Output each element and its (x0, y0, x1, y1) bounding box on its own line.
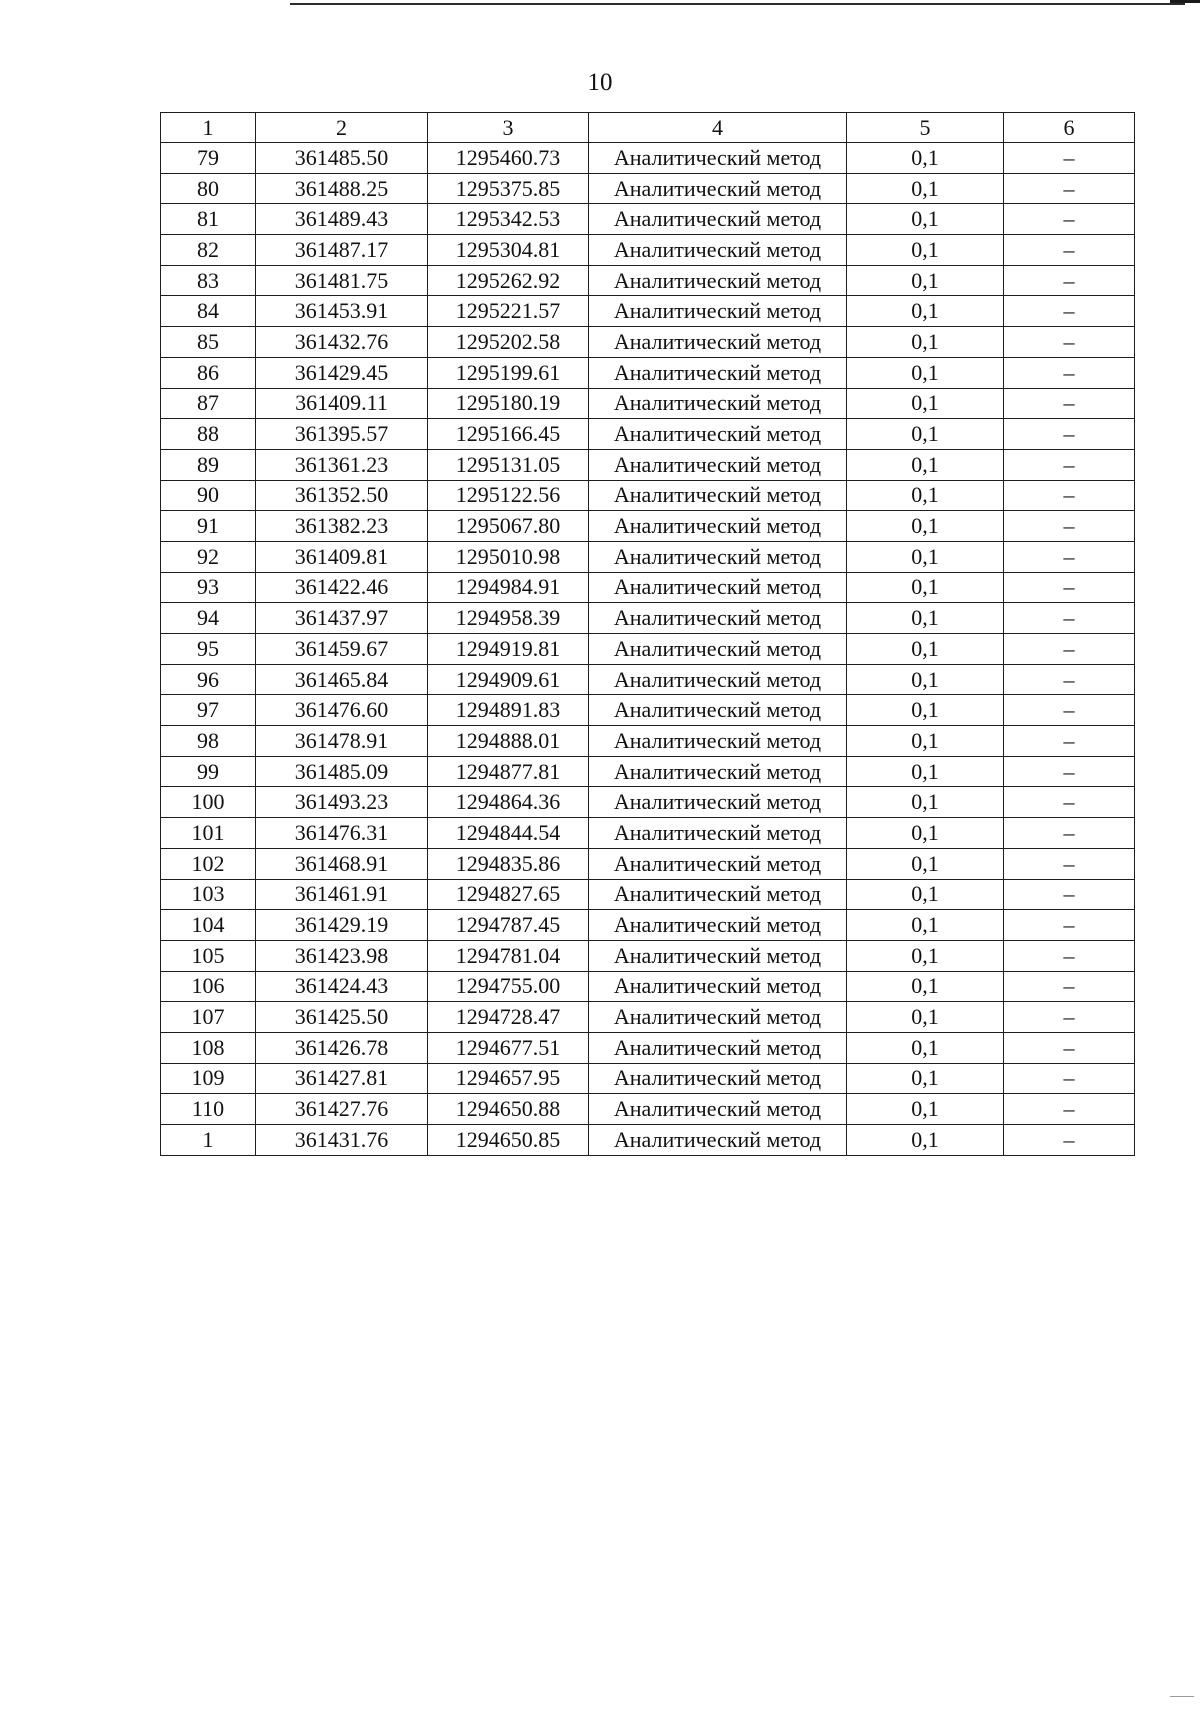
x-coordinate-cell: 361493.23 (256, 787, 428, 818)
table-row (161, 388, 1135, 419)
note-cell: – (1004, 787, 1135, 818)
method-cell: Аналитический метод (589, 204, 847, 235)
x-coordinate-cell: 361489.43 (256, 204, 428, 235)
point-number-cell: 101 (161, 818, 256, 849)
note-cell: – (1004, 204, 1135, 235)
point-number-cell: 83 (161, 265, 256, 296)
y-coordinate-cell: 1294864.36 (428, 787, 589, 818)
note-cell: – (1004, 1094, 1135, 1125)
point-number-cell: 80 (161, 173, 256, 204)
point-number-cell: 103 (161, 879, 256, 910)
accuracy-cell: 0,1 (847, 971, 1004, 1002)
accuracy-cell: 0,1 (847, 1094, 1004, 1125)
table-row (161, 787, 1135, 818)
method-cell: Аналитический метод (589, 940, 847, 971)
method-cell: Аналитический метод (589, 1002, 847, 1033)
point-number-cell: 97 (161, 695, 256, 726)
point-number-cell: 99 (161, 756, 256, 787)
accuracy-cell: 0,1 (847, 388, 1004, 419)
method-cell: Аналитический метод (589, 726, 847, 757)
note-cell: – (1004, 235, 1135, 266)
table-row (161, 419, 1135, 450)
note-cell: – (1004, 603, 1135, 634)
point-number-cell: 82 (161, 235, 256, 266)
point-number-cell: 85 (161, 327, 256, 358)
x-coordinate-cell: 361431.76 (256, 1125, 428, 1156)
x-coordinate-cell: 361476.31 (256, 818, 428, 849)
point-number-cell: 106 (161, 971, 256, 1002)
note-cell: – (1004, 756, 1135, 787)
table-row (161, 603, 1135, 634)
note-cell: – (1004, 848, 1135, 879)
x-coordinate-cell: 361453.91 (256, 296, 428, 327)
accuracy-cell: 0,1 (847, 480, 1004, 511)
y-coordinate-cell: 1295067.80 (428, 511, 589, 542)
x-coordinate-cell: 361459.67 (256, 634, 428, 665)
point-number-cell: 1 (161, 1125, 256, 1156)
accuracy-cell: 0,1 (847, 910, 1004, 941)
accuracy-cell: 0,1 (847, 572, 1004, 603)
x-coordinate-cell: 361409.81 (256, 541, 428, 572)
coordinates-table (160, 112, 1135, 1156)
note-cell: – (1004, 511, 1135, 542)
point-number-cell: 105 (161, 940, 256, 971)
table-row (161, 818, 1135, 849)
point-number-cell: 88 (161, 419, 256, 450)
note-cell: – (1004, 572, 1135, 603)
y-coordinate-cell: 1295460.73 (428, 143, 589, 174)
y-coordinate-cell: 1294909.61 (428, 664, 589, 695)
note-cell: – (1004, 449, 1135, 480)
table-row (161, 879, 1135, 910)
x-coordinate-cell: 361382.23 (256, 511, 428, 542)
x-coordinate-cell: 361437.97 (256, 603, 428, 634)
point-number-cell: 94 (161, 603, 256, 634)
x-coordinate-cell: 361395.57 (256, 419, 428, 450)
x-coordinate-cell: 361461.91 (256, 879, 428, 910)
method-cell: Аналитический метод (589, 1032, 847, 1063)
note-cell: – (1004, 357, 1135, 388)
table-row (161, 1125, 1135, 1156)
y-coordinate-cell: 1295122.56 (428, 480, 589, 511)
point-number-cell: 93 (161, 572, 256, 603)
table-row (161, 940, 1135, 971)
point-number-cell: 92 (161, 541, 256, 572)
note-cell: – (1004, 265, 1135, 296)
method-cell: Аналитический метод (589, 572, 847, 603)
note-cell: – (1004, 419, 1135, 450)
y-coordinate-cell: 1295166.45 (428, 419, 589, 450)
accuracy-cell: 0,1 (847, 664, 1004, 695)
method-cell: Аналитический метод (589, 603, 847, 634)
method-cell: Аналитический метод (589, 449, 847, 480)
y-coordinate-cell: 1294984.91 (428, 572, 589, 603)
accuracy-cell: 0,1 (847, 173, 1004, 204)
accuracy-cell: 0,1 (847, 1125, 1004, 1156)
accuracy-cell: 0,1 (847, 848, 1004, 879)
y-coordinate-cell: 1295010.98 (428, 541, 589, 572)
y-coordinate-cell: 1294677.51 (428, 1032, 589, 1063)
table-body (161, 113, 1135, 1156)
method-cell: Аналитический метод (589, 296, 847, 327)
x-coordinate-cell: 361424.43 (256, 971, 428, 1002)
page-number: 10 (587, 69, 613, 96)
accuracy-cell: 0,1 (847, 265, 1004, 296)
point-number-cell: 91 (161, 511, 256, 542)
x-coordinate-cell: 361476.60 (256, 695, 428, 726)
accuracy-cell: 0,1 (847, 541, 1004, 572)
header-cell-5: 5 (847, 113, 1004, 143)
y-coordinate-cell: 1294755.00 (428, 971, 589, 1002)
table-row (161, 235, 1135, 266)
point-number-cell: 95 (161, 634, 256, 665)
table-row (161, 511, 1135, 542)
x-coordinate-cell: 361488.25 (256, 173, 428, 204)
x-coordinate-cell: 361429.45 (256, 357, 428, 388)
method-cell: Аналитический метод (589, 910, 847, 941)
method-cell: Аналитический метод (589, 480, 847, 511)
point-number-cell: 100 (161, 787, 256, 818)
method-cell: Аналитический метод (589, 541, 847, 572)
x-coordinate-cell: 361427.81 (256, 1063, 428, 1094)
x-coordinate-cell: 361468.91 (256, 848, 428, 879)
note-cell: – (1004, 818, 1135, 849)
y-coordinate-cell: 1295304.81 (428, 235, 589, 266)
method-cell: Аналитический метод (589, 357, 847, 388)
table-row (161, 173, 1135, 204)
y-coordinate-cell: 1295262.92 (428, 265, 589, 296)
note-cell: – (1004, 695, 1135, 726)
method-cell: Аналитический метод (589, 879, 847, 910)
y-coordinate-cell: 1295221.57 (428, 296, 589, 327)
method-cell: Аналитический метод (589, 848, 847, 879)
x-coordinate-cell: 361426.78 (256, 1032, 428, 1063)
note-cell: – (1004, 879, 1135, 910)
y-coordinate-cell: 1295131.05 (428, 449, 589, 480)
method-cell: Аналитический метод (589, 265, 847, 296)
accuracy-cell: 0,1 (847, 940, 1004, 971)
note-cell: – (1004, 726, 1135, 757)
note-cell: – (1004, 910, 1135, 941)
point-number-cell: 86 (161, 357, 256, 388)
method-cell: Аналитический метод (589, 143, 847, 174)
y-coordinate-cell: 1294650.88 (428, 1094, 589, 1125)
point-number-cell: 87 (161, 388, 256, 419)
top-border-rule (290, 3, 1185, 5)
y-coordinate-cell: 1294781.04 (428, 940, 589, 971)
x-coordinate-cell: 361361.23 (256, 449, 428, 480)
accuracy-cell: 0,1 (847, 449, 1004, 480)
note-cell: – (1004, 971, 1135, 1002)
note-cell: – (1004, 1063, 1135, 1094)
note-cell: – (1004, 940, 1135, 971)
point-number-cell: 89 (161, 449, 256, 480)
table-row (161, 1094, 1135, 1125)
y-coordinate-cell: 1294844.54 (428, 818, 589, 849)
note-cell: – (1004, 1032, 1135, 1063)
y-coordinate-cell: 1294657.95 (428, 1063, 589, 1094)
note-cell: – (1004, 388, 1135, 419)
point-number-cell: 107 (161, 1002, 256, 1033)
y-coordinate-cell: 1294835.86 (428, 848, 589, 879)
table-row (161, 327, 1135, 358)
y-coordinate-cell: 1294888.01 (428, 726, 589, 757)
table-row (161, 449, 1135, 480)
note-cell: – (1004, 143, 1135, 174)
method-cell: Аналитический метод (589, 1063, 847, 1094)
method-cell: Аналитический метод (589, 756, 847, 787)
x-coordinate-cell: 361422.46 (256, 572, 428, 603)
x-coordinate-cell: 361485.09 (256, 756, 428, 787)
method-cell: Аналитический метод (589, 1125, 847, 1156)
table-row (161, 265, 1135, 296)
point-number-cell: 109 (161, 1063, 256, 1094)
header-cell-1: 1 (161, 113, 256, 143)
table-row (161, 541, 1135, 572)
table-row (161, 204, 1135, 235)
method-cell: Аналитический метод (589, 511, 847, 542)
x-coordinate-cell: 361427.76 (256, 1094, 428, 1125)
accuracy-cell: 0,1 (847, 787, 1004, 818)
table-row (161, 664, 1135, 695)
accuracy-cell: 0,1 (847, 818, 1004, 849)
accuracy-cell: 0,1 (847, 419, 1004, 450)
point-number-cell: 108 (161, 1032, 256, 1063)
header-cell-2: 2 (256, 113, 428, 143)
x-coordinate-cell: 361478.91 (256, 726, 428, 757)
y-coordinate-cell: 1294827.65 (428, 879, 589, 910)
accuracy-cell: 0,1 (847, 695, 1004, 726)
accuracy-cell: 0,1 (847, 296, 1004, 327)
table-row (161, 572, 1135, 603)
table-row (161, 1063, 1135, 1094)
y-coordinate-cell: 1294891.83 (428, 695, 589, 726)
x-coordinate-cell: 361425.50 (256, 1002, 428, 1033)
y-coordinate-cell: 1295202.58 (428, 327, 589, 358)
table-row (161, 756, 1135, 787)
note-cell: – (1004, 634, 1135, 665)
note-cell: – (1004, 664, 1135, 695)
note-cell: – (1004, 1002, 1135, 1033)
note-cell: – (1004, 173, 1135, 204)
point-number-cell: 102 (161, 848, 256, 879)
point-number-cell: 96 (161, 664, 256, 695)
table-row (161, 848, 1135, 879)
table-row (161, 480, 1135, 511)
method-cell: Аналитический метод (589, 1094, 847, 1125)
table-row (161, 1002, 1135, 1033)
y-coordinate-cell: 1295342.53 (428, 204, 589, 235)
accuracy-cell: 0,1 (847, 634, 1004, 665)
y-coordinate-cell: 1294958.39 (428, 603, 589, 634)
point-number-cell: 104 (161, 910, 256, 941)
corner-mark (1170, 1696, 1194, 1697)
x-coordinate-cell: 361429.19 (256, 910, 428, 941)
y-coordinate-cell: 1294650.85 (428, 1125, 589, 1156)
point-number-cell: 98 (161, 726, 256, 757)
accuracy-cell: 0,1 (847, 603, 1004, 634)
accuracy-cell: 0,1 (847, 511, 1004, 542)
accuracy-cell: 0,1 (847, 726, 1004, 757)
method-cell: Аналитический метод (589, 787, 847, 818)
method-cell: Аналитический метод (589, 173, 847, 204)
point-number-cell: 90 (161, 480, 256, 511)
accuracy-cell: 0,1 (847, 204, 1004, 235)
accuracy-cell: 0,1 (847, 1063, 1004, 1094)
table-row (161, 971, 1135, 1002)
x-coordinate-cell: 361432.76 (256, 327, 428, 358)
accuracy-cell: 0,1 (847, 327, 1004, 358)
table-row (161, 695, 1135, 726)
header-cell-6: 6 (1004, 113, 1135, 143)
header-cell-3: 3 (428, 113, 589, 143)
point-number-cell: 84 (161, 296, 256, 327)
x-coordinate-cell: 361423.98 (256, 940, 428, 971)
note-cell: – (1004, 541, 1135, 572)
note-cell: – (1004, 296, 1135, 327)
x-coordinate-cell: 361465.84 (256, 664, 428, 695)
note-cell: – (1004, 1125, 1135, 1156)
table-row (161, 726, 1135, 757)
method-cell: Аналитический метод (589, 235, 847, 266)
method-cell: Аналитический метод (589, 634, 847, 665)
method-cell: Аналитический метод (589, 971, 847, 1002)
accuracy-cell: 0,1 (847, 235, 1004, 266)
y-coordinate-cell: 1295180.19 (428, 388, 589, 419)
table-header-row (161, 113, 1135, 143)
point-number-cell: 81 (161, 204, 256, 235)
method-cell: Аналитический метод (589, 664, 847, 695)
method-cell: Аналитический метод (589, 327, 847, 358)
accuracy-cell: 0,1 (847, 879, 1004, 910)
x-coordinate-cell: 361487.17 (256, 235, 428, 266)
y-coordinate-cell: 1295375.85 (428, 173, 589, 204)
y-coordinate-cell: 1295199.61 (428, 357, 589, 388)
table-row (161, 143, 1135, 174)
method-cell: Аналитический метод (589, 388, 847, 419)
accuracy-cell: 0,1 (847, 143, 1004, 174)
y-coordinate-cell: 1294919.81 (428, 634, 589, 665)
x-coordinate-cell: 361352.50 (256, 480, 428, 511)
table-row (161, 1032, 1135, 1063)
y-coordinate-cell: 1294877.81 (428, 756, 589, 787)
table-row (161, 634, 1135, 665)
x-coordinate-cell: 361481.75 (256, 265, 428, 296)
table-row (161, 910, 1135, 941)
x-coordinate-cell: 361485.50 (256, 143, 428, 174)
accuracy-cell: 0,1 (847, 1002, 1004, 1033)
header-cell-4: 4 (589, 113, 847, 143)
top-border-rule-edge (1170, 0, 1200, 3)
method-cell: Аналитический метод (589, 818, 847, 849)
point-number-cell: 110 (161, 1094, 256, 1125)
accuracy-cell: 0,1 (847, 357, 1004, 388)
table-row (161, 357, 1135, 388)
point-number-cell: 79 (161, 143, 256, 174)
accuracy-cell: 0,1 (847, 1032, 1004, 1063)
note-cell: – (1004, 327, 1135, 358)
method-cell: Аналитический метод (589, 695, 847, 726)
y-coordinate-cell: 1294787.45 (428, 910, 589, 941)
y-coordinate-cell: 1294728.47 (428, 1002, 589, 1033)
note-cell: – (1004, 480, 1135, 511)
accuracy-cell: 0,1 (847, 756, 1004, 787)
x-coordinate-cell: 361409.11 (256, 388, 428, 419)
table-row (161, 296, 1135, 327)
method-cell: Аналитический метод (589, 419, 847, 450)
